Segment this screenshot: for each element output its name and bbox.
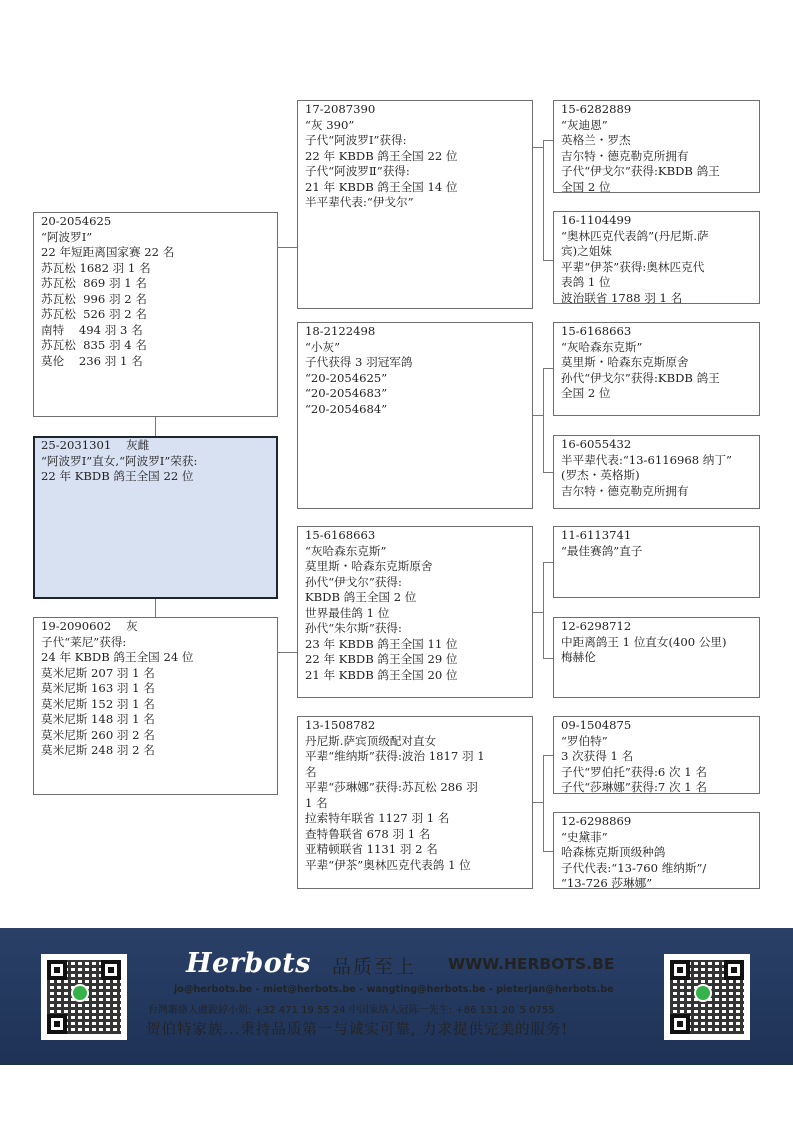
pedigree-line: 查特鲁联省 678 羽 1 名 — [305, 826, 431, 841]
pedigree-line: 12-6298712 — [561, 619, 632, 633]
pedigree-line: 22 年 KBDB 鸽王全国 22 位 — [41, 469, 194, 483]
pedigree-line: 莫里斯・哈森东克斯原舍 — [561, 355, 689, 369]
pedigree-line: 09-1504875 — [561, 718, 632, 732]
connector — [543, 140, 553, 141]
connector — [543, 368, 544, 472]
pedigree-line: 子代“伊戈尔”获得:KBDB 鸽王 — [561, 164, 720, 178]
ggp-box-6 — [553, 617, 760, 698]
pedigree-line: “灰 390” — [305, 117, 355, 132]
pedigree-line: 21 年 KBDB 鸽王全国 14 位 — [305, 179, 458, 194]
pedigree-line: 吉尔特・德克勒克所拥有 — [561, 148, 689, 163]
pedigree-line: 13-1508782 — [305, 718, 376, 732]
connector — [533, 415, 543, 416]
pedigree-line: 莫米尼斯 260 羽 2 名 — [41, 727, 155, 742]
pedigree-line: 25-2031301 灰雌 — [41, 438, 150, 452]
connector — [543, 851, 553, 852]
ggp-box-1 — [553, 100, 760, 193]
connector — [543, 472, 553, 473]
pedigree-line: 子代“阿波罗Ⅰ”获得: — [305, 133, 407, 147]
connector — [543, 658, 553, 659]
pedigree-line: 子代“阿波罗Ⅱ”获得: — [305, 164, 410, 178]
pedigree-line: 平辈“莎琳娜”获得:苏瓦松 286 羽 — [305, 780, 478, 794]
pedigree-line: 表鸽 1 位 — [561, 275, 611, 289]
pedigree-line: 18-2122498 — [305, 324, 376, 338]
ggp-box-3 — [553, 322, 760, 416]
connector — [278, 652, 297, 653]
pedigree-line: 15-6282889 — [561, 102, 632, 116]
pedigree-line: 莫米尼斯 207 羽 1 名 — [41, 665, 155, 680]
connector — [543, 562, 544, 658]
pedigree-line: “最佳赛鸽”直子 — [561, 543, 643, 558]
pedigree-line: “灰哈森东克斯” — [305, 543, 387, 558]
website-link[interactable]: WWW.HERBOTS.BE — [448, 955, 615, 973]
pedigree-line: 莫米尼斯 152 羽 1 名 — [41, 696, 155, 711]
pedigree-line: “13-726 莎琳娜” — [561, 876, 653, 889]
pedigree-line: 莫里斯・哈森东克斯原舍 — [305, 559, 433, 573]
pedigree-line: 名 — [305, 764, 317, 779]
ggp-box-5 — [553, 526, 760, 598]
pedigree-line: 全国 2 位 — [561, 386, 611, 400]
pedigree-line: “灰哈森东克斯” — [561, 339, 643, 354]
pedigree-line: 1 名 — [305, 795, 328, 810]
email-list[interactable]: jo@herbots.be - miet@herbots.be - wangting@herbots.be - pieterjan@herbots.be — [174, 984, 614, 995]
grandsire-sire-box — [297, 100, 533, 309]
wechat-icon — [71, 984, 89, 1002]
ggp-box-2 — [553, 211, 760, 304]
pedigree-line: “罗伯特” — [561, 733, 608, 748]
pedigree-line: 苏瓦松 996 羽 2 名 — [41, 291, 147, 306]
pedigree-line: 苏瓦松 835 羽 4 名 — [41, 338, 147, 352]
connector — [543, 755, 544, 851]
pedigree-line: 平辈“伊茶”获得:奥林匹克代 — [561, 259, 705, 274]
pedigree-line: “奥林匹克代表鸽”(丹尼斯.萨 — [561, 228, 709, 243]
pedigree-line: 21 年 KBDB 鸽王全国 20 位 — [305, 667, 458, 682]
qr-code-right[interactable] — [664, 954, 750, 1040]
connector — [278, 247, 297, 248]
pedigree-line: 15-6168663 — [561, 324, 632, 338]
connector — [543, 140, 544, 260]
pedigree-line: 中距离鸽王 1 位直女(400 公里) — [561, 634, 727, 649]
pedigree-line: 莫米尼斯 248 羽 2 名 — [41, 743, 155, 757]
pedigree-line: (罗杰・英格斯) — [561, 468, 640, 482]
pedigree-line: 丹尼斯.萨宾顶级配对直女 — [305, 733, 437, 748]
dam-box — [33, 617, 278, 795]
pedigree-line: 19-2090602 灰 — [41, 619, 138, 633]
pedigree-line: 亚精顿联省 1131 羽 2 名 — [305, 842, 438, 856]
brand-row — [186, 948, 616, 980]
subject-box — [33, 436, 278, 599]
ggp-box-8 — [553, 812, 760, 889]
pedigree-line: 子代代表:“13-760 维纳斯”/ — [561, 860, 707, 875]
connector — [533, 802, 543, 803]
pedigree-line: “灰迪恩” — [561, 117, 608, 132]
pedigree-line: 莫米尼斯 163 羽 1 名 — [41, 681, 155, 695]
pedigree-line: 苏瓦松 526 羽 2 名 — [41, 307, 147, 321]
pedigree-line: 子代“罗伯托”获得:6 次 1 名 — [561, 764, 707, 779]
pedigree-line: 苏瓦松 1682 羽 1 名 — [41, 260, 151, 275]
pedigree-line: 子代获得 3 羽冠军鸽 — [305, 355, 413, 369]
pedigree-line: 22 年 KBDB 鸽王全国 29 位 — [305, 652, 458, 666]
ggp-box-4 — [553, 435, 760, 509]
connector — [155, 417, 156, 436]
pedigree-line: 3 次获得 1 名 — [561, 749, 634, 763]
connector — [155, 599, 156, 617]
pedigree-line: 哈森栋克斯顶级种鸽 — [561, 845, 666, 859]
pedigree-line: 24 年 KBDB 鸽王全国 24 位 — [41, 650, 194, 664]
pedigree-line: “20-2054625” — [305, 370, 388, 385]
pedigree-line: 梅赫伦 — [561, 650, 596, 664]
connector — [543, 562, 553, 563]
pedigree-line: 孙代“朱尔斯”获得: — [305, 621, 402, 635]
pedigree-line: 世界最佳鸽 1 位 — [305, 605, 390, 620]
grandsire-dam-box — [297, 526, 533, 698]
pedigree-line: 吉尔特・德克勒克所拥有 — [561, 483, 689, 498]
pedigree-line: 22 年 KBDB 鸽王全国 22 位 — [305, 148, 458, 163]
pedigree-line: 20-2054625 — [41, 214, 112, 228]
pedigree-line: 平辈“维纳斯”获得:波治 1817 羽 1 — [305, 749, 485, 763]
pedigree-line: 15-6168663 — [305, 528, 376, 542]
slogan: 贺伯特家族...秉持品质第一与诚实可靠, 力求提供完美的服务! — [146, 1022, 569, 1038]
pedigree-line: 半平辈代表:“伊戈尔” — [305, 195, 414, 209]
pedigree-line: “小灰” — [305, 339, 341, 354]
pedigree-line: 南特 494 羽 3 名 — [41, 322, 143, 337]
pedigree-line: 孙代“伊戈尔”获得:KBDB 鸽王 — [561, 370, 720, 385]
connector — [533, 147, 543, 148]
pedigree-line: KBDB 鸽王全国 2 位 — [305, 590, 417, 604]
pedigree-line: 23 年 KBDB 鸽王全国 11 位 — [305, 636, 458, 651]
pedigree-line: 孙代“伊戈尔”获得: — [305, 574, 402, 589]
pedigree-line: 子代“莎琳娜”获得:7 次 1 名 — [561, 780, 707, 794]
pedigree-line: 宾)之姐妹 — [561, 244, 612, 258]
pedigree-line: 平辈“伊茶”奥林匹克代表鸽 1 位 — [305, 857, 471, 872]
qr-code-left[interactable] — [41, 954, 127, 1040]
pedigree-line: 子代“莱尼”获得: — [41, 634, 127, 649]
pedigree-line: “20-2054683” — [305, 386, 388, 400]
pedigree-line: 英格兰・罗杰 — [561, 133, 631, 147]
pedigree-line: “20-2054684” — [305, 401, 388, 416]
pedigree-line: “史黛菲” — [561, 829, 608, 844]
pedigree-line: “阿波罗Ⅰ”直女,“阿波罗Ⅰ”荣获: — [41, 453, 198, 468]
pedigree-line: 16-6055432 — [561, 437, 632, 451]
connector — [543, 368, 553, 369]
ggp-box-7 — [553, 716, 760, 794]
pedigree-line: 苏瓦松 869 羽 1 名 — [41, 276, 147, 290]
connector — [543, 755, 553, 756]
pedigree-line: 17-2087390 — [305, 102, 376, 116]
pedigree-line: 12-6298869 — [561, 814, 632, 828]
granddam-sire-box — [297, 322, 533, 509]
pedigree-line: 半平辈代表:“13-6116968 纳丁” — [561, 452, 732, 467]
pedigree-line: 16-1104499 — [561, 213, 632, 227]
wechat-icon — [694, 984, 712, 1002]
brand-tagline: 品质至上 — [332, 956, 417, 978]
connector — [543, 260, 553, 261]
pedigree-line: 莫米尼斯 148 羽 1 名 — [41, 712, 155, 726]
pedigree-line: “阿波罗Ⅰ” — [41, 229, 93, 244]
pedigree-line: 22 年短距离国家赛 22 名 — [41, 245, 175, 259]
pedigree-line: 11-6113741 — [561, 528, 632, 542]
pedigree-line: 莫伦 236 羽 1 名 — [41, 353, 143, 368]
contact-phones: 台灣聯絡人盧銳婷小姐: +32 471 19 55 24 中国家络人冠陈一先生: +86 131 20´5 0755 — [148, 1005, 555, 1016]
pedigree-line: 全国 2 位 — [561, 179, 611, 193]
connector — [533, 612, 543, 613]
sire-box — [33, 212, 278, 417]
pedigree-line: 拉索特年联省 1127 羽 1 名 — [305, 811, 450, 825]
brand-logo: Herbots — [186, 948, 311, 979]
pedigree-line: 波治联省 1788 羽 1 名 — [561, 290, 683, 304]
granddam-dam-box — [297, 716, 533, 889]
